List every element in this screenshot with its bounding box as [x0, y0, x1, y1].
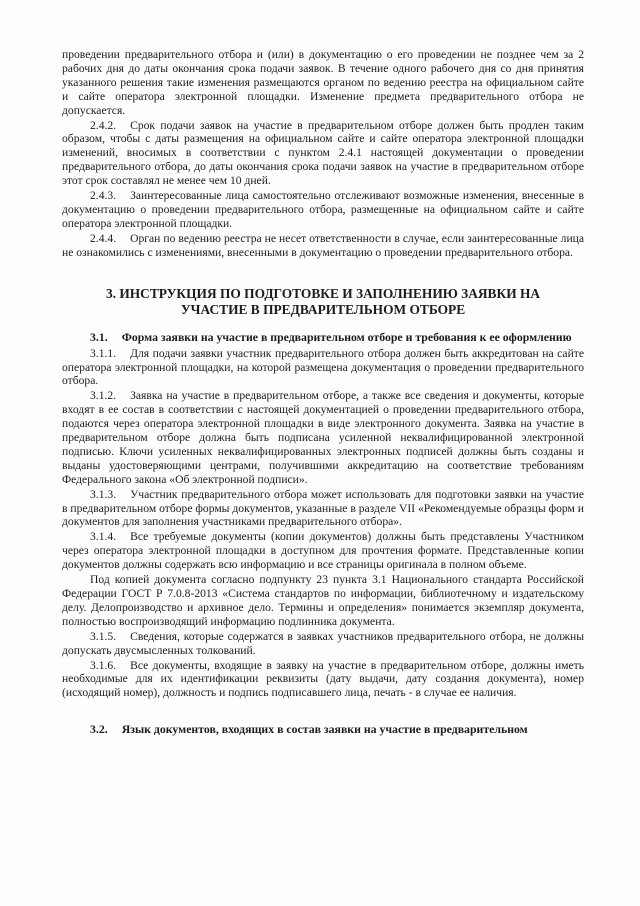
paragraph-3-1-2: [62, 389, 584, 486]
paragraph-number: 3.1.5.: [90, 629, 117, 643]
subsection-heading-3-2: [62, 722, 584, 736]
paragraph-3-1-5: [62, 630, 584, 658]
paragraph-number: 2.4.2.: [90, 118, 117, 132]
paragraph-2-4-3: [62, 189, 584, 231]
subsection-number: 3.1.: [90, 329, 108, 344]
section-heading: 3. ИНСТРУКЦИЯ ПО ПОДГОТОВКЕ И ЗАПОЛНЕНИЮ ЗАЯВКИ НА УЧАСТИЕ В ПРЕДВАРИТЕЛЬНОМ ОТБОРЕ: [105, 285, 541, 317]
paragraph-text: Все требуемые документы (копии документов) должны быть представлены Участником через оператора электронной площадки в доступном для прочтения формате. Представленные копии документов должны содержать всю информацию и все страницы оригинала в полном объеме.: [62, 530, 584, 572]
paragraph-text: Для подачи заявки участник предварительного отбора должен быть аккредитован на сайте оператора электронной площадки, на которой размещена документация о проведении предварительного отбора.: [62, 346, 584, 388]
paragraph-number: 3.1.1.: [90, 346, 117, 360]
paragraph-3-1-6: [62, 659, 584, 701]
paragraph-2-4-4: [62, 232, 584, 260]
paragraph-number: 3.1.3.: [90, 487, 117, 501]
paragraph-number: 3.1.4.: [90, 530, 117, 544]
paragraph-text: Участник предварительного отбора может использовать для подготовки заявки на участие в предварительном отборе формы документов, указанные в разделе VII «Рекомендуемые образцы форм и документов для заполнения участниками предварительного отбора».: [62, 487, 584, 529]
subsection-number: 3.2.: [90, 722, 108, 737]
paragraph-number: 2.4.3.: [90, 189, 117, 203]
paragraph-text: Все документы, входящие в заявку на участие в предварительном отборе, должны иметь необходимые для их идентификации реквизиты (дату выдачи, дату создания документа), номер (исходящий номер), должность и подпись подписавшего лица, печать - в случае ее наличия.: [62, 658, 584, 700]
paragraph-text: Под копией документа согласно подпункту 23 пункта 3.1 Национального стандарта Российской Федерации ГОСТ Р 7.0.8-2013 «Система стандартов по информации, библиотечному и издательскому делу. Делопроизводство и архивное дело. Термины и определения» понимается экземпляр документа, полностью воспроизводящий информацию подлинника документа.: [62, 573, 584, 628]
paragraph-text: Заявка на участие в предварительном отборе, а также все сведения и документы, которые входят в ее состав в соответствии с настоящей документацией о проведении предварительного отбора, подаются через оператора электронной площадки в виде электронного документа. Заявка на участие в предварительном отборе должна быть подписана усиленной неквалифицированной электронной подписью. Ключи усиленных неквалифицированных электронных подписей должны быть созданы и выданы удостоверяющими центрами, получившими аккредитацию на соответствие требованиям Федерального закона «Об электронной подписи».: [62, 389, 584, 486]
paragraph-text: проведении предварительного отбора и (или) в документацию о его проведении не позднее чем за 2 рабочих дня до даты окончания срока подачи заявок. В течение одного рабочего дня со дня принятия указанного решения такие изменения размещаются органом по ведению реестра на официальном сайте и сайте оператора электронной площадки. Изменение предмета предварительного отбора не допускается.: [62, 48, 584, 117]
subsection-title: Язык документов, входящих в состав заявки на участие в предварительном: [121, 722, 528, 737]
paragraph-continuation: [62, 48, 584, 118]
paragraph-number: 2.4.4.: [90, 231, 117, 245]
paragraph-text: Срок подачи заявок на участие в предварительном отборе должен быть продлен таким образом, чтобы с даты размещения на официальном сайте и сайте оператора электронной площадки изменений, вносимых в соответствии с пунктом 2.4.1 настоящей документации о проведении предварительного отбора, до даты окончания срока подачи заявок на участие в предварительном отборе этот срок составлял не менее чем 10 дней.: [62, 118, 584, 188]
paragraph-number: 3.1.2.: [90, 389, 117, 403]
paragraph-3-1-3: [62, 488, 584, 530]
paragraph-copy-definition: [62, 573, 584, 629]
paragraph-3-1-4: [62, 530, 584, 572]
paragraph-3-1-1: [62, 347, 584, 389]
subsection-heading-3-1: [62, 330, 584, 344]
paragraph-text: Сведения, которые содержатся в заявках участников предварительного отбора, не должны допускать двусмысленных толкований.: [62, 629, 584, 657]
paragraph-text: Орган по ведению реестра не несет ответственности в случае, если заинтересованные лица не ознакомились с изменениями, внесенными в документацию о проведении предварительного отбора.: [62, 231, 584, 259]
paragraph-2-4-2: [62, 119, 584, 189]
subsection-title: Форма заявки на участие в предварительном отборе и требования к ее оформлению: [121, 329, 572, 344]
paragraph-number: 3.1.6.: [90, 658, 117, 672]
paragraph-text: Заинтересованные лица самостоятельно отслеживают возможные изменения, внесенные в документацию о проведении предварительного отбора, размещенные на официальном сайте и сайте оператора электронной площадки.: [62, 189, 584, 230]
